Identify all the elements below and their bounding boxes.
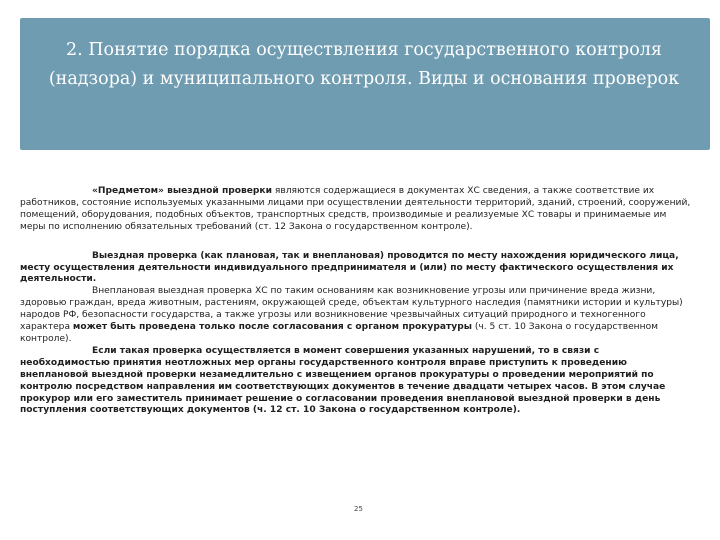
paragraph-subject [20,186,692,234]
page-number: 25 [354,505,363,513]
slide-body [20,186,692,417]
unscheduled-tail: (ч. 5 ст. 10 Закона о государственном контроле). [20,322,658,344]
paragraph-unscheduled [20,286,692,346]
subject-text: являются содержащиеся в документах ХС сведения, а также соответствие их работников, состояние используемых указанными лицами при осуществлении деятельности территорий, зданий, строений, сооружений, помещений, оборудования, подобных объектов, транспортных средств, производимые и реализуемые ХС товары и принимаемые им меры по исполнению обязательных требований (ст. 12 Закона о государственном контроле). [20,186,691,232]
paragraph-gap [20,234,692,251]
unscheduled-text: Внеплановая выездная проверка ХС по таким основаниям как возникновение угрозы или причинение вреда жизни, здоровью граждан, вреда животным, растениям, окружающей среде, объектам культурного наследия (памятники истории и культуры) народов РФ, безопасности государства, а также угрозы или возникновение чрезвычайных ситуаций природного и техногенного характера [20,286,683,333]
unscheduled-bold: может быть проведена только после согласования с органом прокуратуры [72,322,472,333]
subject-lead: «Предметом» выездной проверки [92,186,272,196]
slide-title: 2. Понятие порядка осуществления государственного контроля (надзора) и муниципального контроля. Виды и основания проверок [48,40,680,89]
paragraph-urgent: Если такая проверка осуществляется в момент совершения указанных нарушений, то в связи с необходимостью принятия неотложных мер органы государственного контроля вправе приступить к проведению внеплановой выездной проверки незамедлительно с извещением органов прокуратуры о проведении мероприятий по контролю посредством направления им соответствующих документов в течение двадцати четырех часов. В этом случае прокурор или его заместитель принимает решение о согласовании проведения внеплановой выездной проверки в день поступления соответствующих документов (ч. 12 ст. 10 Закона о государственном контроле). [20,345,666,416]
paragraph-location: Выездная проверка (как плановая, так и внеплановая) проводится по месту нахождения юридического лица, месту осуществления деятельности индивидуального предпринимателя и (или) по месту фактического осуществления их деятельности. [20,250,679,285]
